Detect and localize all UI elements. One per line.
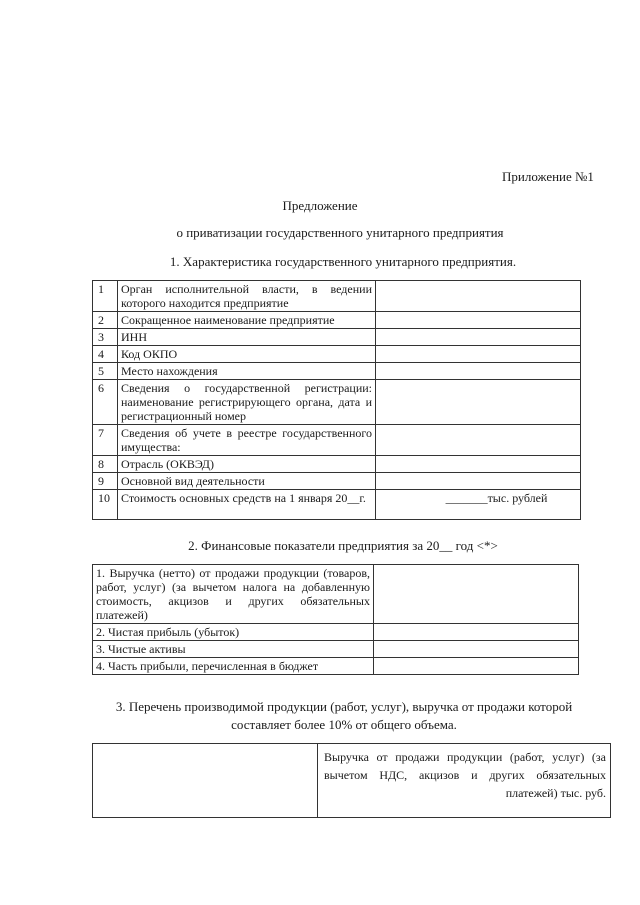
products-table [92, 743, 611, 818]
table-row [93, 744, 611, 818]
table-row [93, 456, 581, 473]
table-row [93, 565, 579, 624]
row-label: Стоимость основных средств на 1 января 20__г. [118, 490, 376, 520]
document-subtitle: о приватизации государственного унитарного предприятия [176, 225, 504, 240]
row-value [376, 346, 581, 363]
section1-heading: 1. Характеристика государственного унитарного предприятия. [169, 254, 517, 269]
row-label: 3. Чистые активы [93, 641, 374, 658]
table-row [93, 281, 581, 312]
row-label: Сокращенное наименование предприятие [118, 312, 376, 329]
row-number: 7 [93, 425, 118, 456]
section3-heading: 3. Перечень производимой продукции (работ, услуг), выручка от продажи которой составляет более 10% от общего объема. [115, 699, 573, 732]
table-row [93, 658, 579, 675]
appendix-label: Приложение №1 [502, 169, 594, 184]
row-value [376, 312, 581, 329]
section2-heading: 2. Финансовые показатели предприятия за 20__ год <*> [188, 538, 498, 553]
row-label: Сведения об учете в реестре государственного имущества: [118, 425, 376, 456]
row-label: ИНН [118, 329, 376, 346]
row-number: 6 [93, 380, 118, 425]
row-value [374, 641, 579, 658]
product-column-header [93, 744, 318, 818]
row-label: Место нахождения [118, 363, 376, 380]
row-number: 8 [93, 456, 118, 473]
revenue-column-header: Выручка от продажи продукции (работ, услуг) (за вычетом НДС, акцизов и других обязательных платежей) тыс. руб. [318, 744, 611, 818]
row-label: Орган исполнительной власти, в ведении которого находится предприятие [118, 281, 376, 312]
row-number: 4 [93, 346, 118, 363]
document-title: Предложение [282, 198, 358, 213]
row-value [376, 456, 581, 473]
row-value [376, 380, 581, 425]
table-row [93, 312, 581, 329]
financial-indicators-table [92, 564, 579, 675]
table-row [93, 490, 581, 520]
row-label: 4. Часть прибыли, перечисленная в бюджет [93, 658, 374, 675]
row-number: 2 [93, 312, 118, 329]
row-value [374, 658, 579, 675]
row-value [376, 473, 581, 490]
table-row [93, 380, 581, 425]
row-value [376, 425, 581, 456]
table-row [93, 473, 581, 490]
row-number: 3 [93, 329, 118, 346]
table-row [93, 425, 581, 456]
row-label: 1. Выручка (нетто) от продажи продукции (товаров, работ, услуг) (за вычетом налога на добавленную стоимость, акцизов и других обязательных платежей) [93, 565, 374, 624]
row-label: Сведения о государственной регистрации: наименование регистрирующего органа, дата и регистрационный номер [118, 380, 376, 425]
row-number: 9 [93, 473, 118, 490]
table-row [93, 641, 579, 658]
enterprise-characteristics-table [92, 280, 581, 520]
row-label: Основной вид деятельности [118, 473, 376, 490]
row-value [376, 329, 581, 346]
table-row [93, 346, 581, 363]
table-row [93, 329, 581, 346]
row-value [376, 281, 581, 312]
row-number: 5 [93, 363, 118, 380]
table-row [93, 363, 581, 380]
row-label: Код ОКПО [118, 346, 376, 363]
fixed-assets-value: _______тыс. рублей [376, 490, 581, 520]
row-number: 10 [93, 490, 118, 520]
row-label: Отрасль (ОКВЭД) [118, 456, 376, 473]
row-number: 1 [93, 281, 118, 312]
row-label: 2. Чистая прибыль (убыток) [93, 624, 374, 641]
table-row [93, 624, 579, 641]
row-value [374, 624, 579, 641]
row-value [374, 565, 579, 624]
row-value [376, 363, 581, 380]
